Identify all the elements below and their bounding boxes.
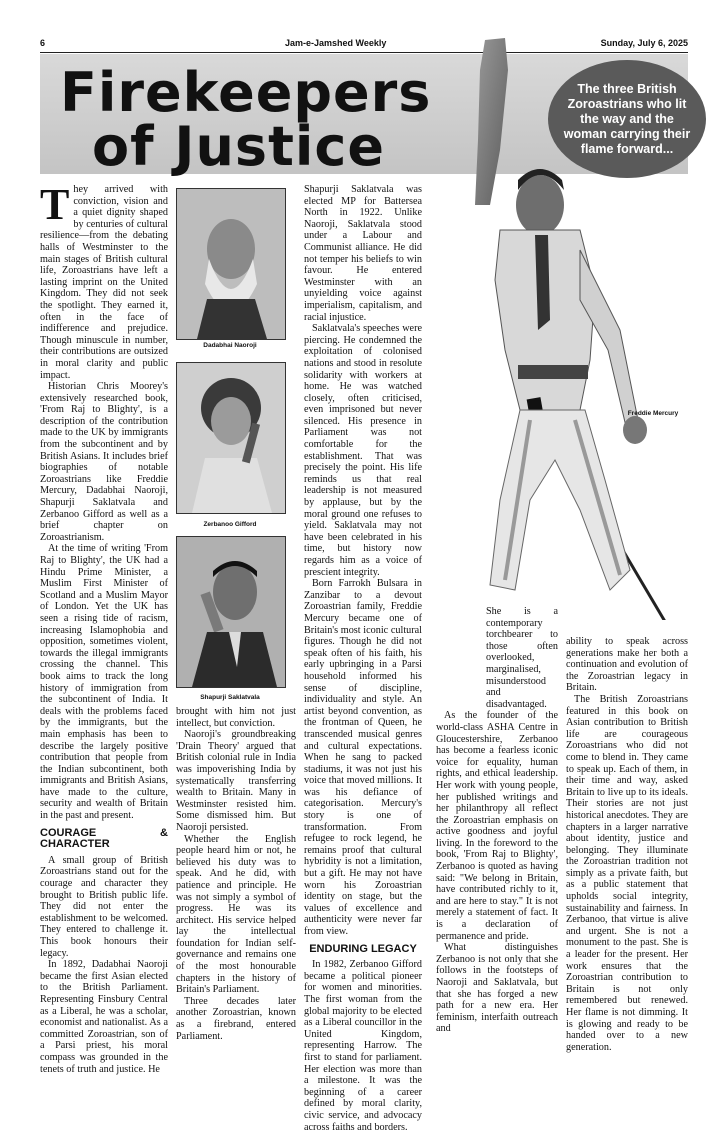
column-2	[176, 706, 296, 1042]
naoroji-caption: Dadabhai Naoroji	[203, 342, 257, 349]
col1-paragraph-3: At the time of writing 'From Raj to Blighty', the UK had a Hindu Prime Minister, a Muslim First Minister of Scotland and a Muslim Mayor of London. Yet the UK has seen a rising tide of racism, increasing Islamophobia and opposition, sometimes violent, towards the illegal immigrants crossing the channel. This book aims to track the long history of immigration from the subcontinent of India. It deals with the problems faced by the immigrants, but the main emphasis has been to describe the largely positive contribution that people from the Indian subcontinent, both immigrants and British Asians, have made to the culture, security and wealth of Britain in the past and present.	[40, 543, 168, 822]
issue-date: Sunday, July 6, 2025	[600, 38, 688, 48]
column-3	[304, 184, 422, 1133]
gifford-photo	[176, 362, 286, 514]
col5-paragraph-1: ability to speak across generations make her both a continuation and evolution of the Zoroastrian legacy in Britain.	[566, 636, 688, 694]
headline-line-2: of Justice	[92, 115, 386, 178]
col4-paragraph-3: What distinguishes Zerbanoo is not only that she follows in the footsteps of Naoroji and Saklatvala, but that she has forged a new path for a new era. Her feminism, interfaith outreach and	[436, 942, 558, 1035]
subhead-courage: COURAGE & CHARACTER	[40, 826, 168, 851]
pull-quote-bubble: The three British Zoroastrians who lit the way and the woman carrying their flame forward...	[548, 60, 706, 178]
saklatvala-photo	[176, 536, 286, 688]
col1-paragraph-4: A small group of British Zoroastrians stand out for the courage and character they brought to British public life. They did not enter the establishment to be welcomed. They entered to challenge it. This book honours their legacy.	[40, 854, 168, 959]
saklatvala-caption: Shapurji Saklatvala	[200, 694, 260, 701]
col2-paragraph-3: Whether the English people heard him or not, he believed his duty was to speak. And he did, with patience and principle. He was not simply a symbol of progress. He was its architect. His service helped lay the intellectual foundation for Indian self-governance and remains one of the most honourable chapters in the history of Britain's Parliament.	[176, 833, 296, 996]
publication-name: Jam-e-Jamshed Weekly	[285, 38, 387, 48]
mercury-caption: Freddie Mercury	[627, 410, 679, 417]
col2-paragraph-4: Three decades later another Zoroastrian, known as a firebrand, entered Parliament.	[176, 995, 296, 1042]
gifford-caption: Zerbanoo Gifford	[203, 521, 257, 528]
col2-paragraph-1: brought with him not just intellect, but conviction.	[176, 706, 296, 729]
drop-cap: T	[40, 180, 70, 229]
page-number: 6	[40, 38, 46, 48]
subhead-enduring: ENDURING LEGACY	[309, 942, 417, 955]
col4-paragraph-1: She is a contemporary torchbearer to those often overlooked, marginalised, misunderstood and disadvantaged.	[486, 606, 558, 710]
column-5	[566, 636, 688, 1053]
col1-paragraph-1: hey arrived with conviction, vision and a quiet dignity shaped by centuries of cultural resilience—from the debating halls of Westminster to the main stages of British cultural life, Zoroastrians have left a lasting imprint on the United Kingdom. They did not seek the spotlight. They earned it, often in the face of indifference and prejudice. Though minuscule in number, their contributions are outsized in moral clarity and public impact.	[40, 184, 168, 381]
column-4	[436, 606, 558, 1035]
col4-paragraph-2: As the founder of the world-class ASHA Centre in Gloucestershire, Zerbanoo has become a fearless iconic voice for equality, human rights, and ethical leadership. Her work with young people, her published writings and her philanthropy all reflect the Zoroastrian emphasis on active goodness and joyful living. In the foreword to the book, 'From Raj to Blighty', Zerbanoo is quoted as having said: "We belong in Britain, have contributed richly to it, and are here to stay." It is not merely a statement of fact. It is a declaration of permanence and pride.	[436, 710, 558, 942]
col3-paragraph-4: In 1982, Zerbanoo Gifford became a political pioneer for women and minorities. The first woman from the global majority to be elected as a Liberal councillor in the United Kingdom, representing Harrow. The first to stand for parliament. Her election was more than a milestone. It was the beginning of a career defined by moral clarity, civic service, and advocacy across faiths and borders.	[304, 959, 422, 1133]
column-1	[40, 180, 168, 1075]
col2-paragraph-2: Naoroji's groundbreaking 'Drain Theory' argued that British colonial rule in India was impoverishing India by systematically transferring wealth to Britain. Many in Westminster resisted him. Some dismissed him. But Naoroji persisted.	[176, 729, 296, 833]
naoroji-photo	[176, 188, 286, 340]
col5-paragraph-2: The British Zoroastrians featured in this book on Asian contribution to British life are courageous Zoroastrians who did not come to blend in. They came to speak up. Each of them, in their time and way, asked Britain to live up to its ideals. Their stories are not just historical anecdotes. They are chapters in a larger narrative about identity, justice and belonging. They illuminate the Zoroastrian tradition not simply as a private faith, but as a public statement that upholds social integrity, sustainability and fairness. In Zerbanoo, that virtue is alive and urgent. She is not a monument to the past. She is a leader for the present. Her work ensures that the Zoroastrian contribution to Britain is not only remembered but renewed. Her flame is not dimming. It is glowing and ready to be handed over to a new generation.	[566, 693, 688, 1053]
headline-line-1: Firekeepers	[60, 61, 432, 124]
col3-paragraph-2: Saklatvala's speeches were piercing. He condemned the exploitation of colonised nations and stood in resolute solidarity with workers at home. He was watched closely, often criticised, even imprisoned but never silenced. His presence in Parliament was not comfortable for the establishment. That was precisely the point. His life reminds us that real leadership is not measured by applause, but by the moral ground one refuses to yield. Saklatvala may not have been celebrated in his time, but history now regards him as a voice of prescient integrity.	[304, 323, 422, 578]
col3-paragraph-1: Shapurji Saklatvala was elected MP for Battersea North in 1922. Unlike Naoroji, Saklatvala stood under a Labour and Communist alliance. He did not temper his beliefs to win favour. He entered Westminster with an unyielding voice against imperialism, capitalism, and racial injustice.	[304, 184, 422, 323]
headline	[60, 61, 432, 178]
col1-paragraph-2: Historian Chris Moorey's extensively researched book, 'From Raj to Blighty', is a description of the contribution made to the UK by immigrants from the subcontinent and by British Asians. It includes brief biographies of notable Zoroastrians like Freddie Mercury, Dadabhai Naoroji, Shapurji Saklatvala and Zerbanoo Gifford as well as a brief chapter on Zoroastrianism.	[40, 381, 168, 543]
col3-paragraph-3: Born Farrokh Bulsara in Zanzibar to a devout Zoroastrian family, Freddie Mercury became one of Britain's most iconic cultural figures. Though he did not speak often of his faith, his early upbringing in a Parsi household informed his sense of discipline, individuality and style. An artist beyond convention, as the frontman of Queen, he transcended musical genres and cultural expectations. When he sang to packed stadiums, it was not just his voice that moved millions. It was his defiance of categorisation. Mercury's story is one of transformation. From refugee to rock legend, he remains proof that cultural hybridity is not a limitation, but a gift. He may not have worn his Zoroastrian identity on stage, but the values of excellence and authenticity were never far from view.	[304, 578, 422, 937]
col1-paragraph-5: In 1892, Dadabhai Naoroji became the first Asian elected to the British Parliament. Representing Finsbury Central as a Liberal, he was a scholar, economist and nationalist. As a committed Zoroastrian, son of a Parsi priest, his moral compass was grounded in the tenets of truth and justice. He	[40, 959, 168, 1075]
